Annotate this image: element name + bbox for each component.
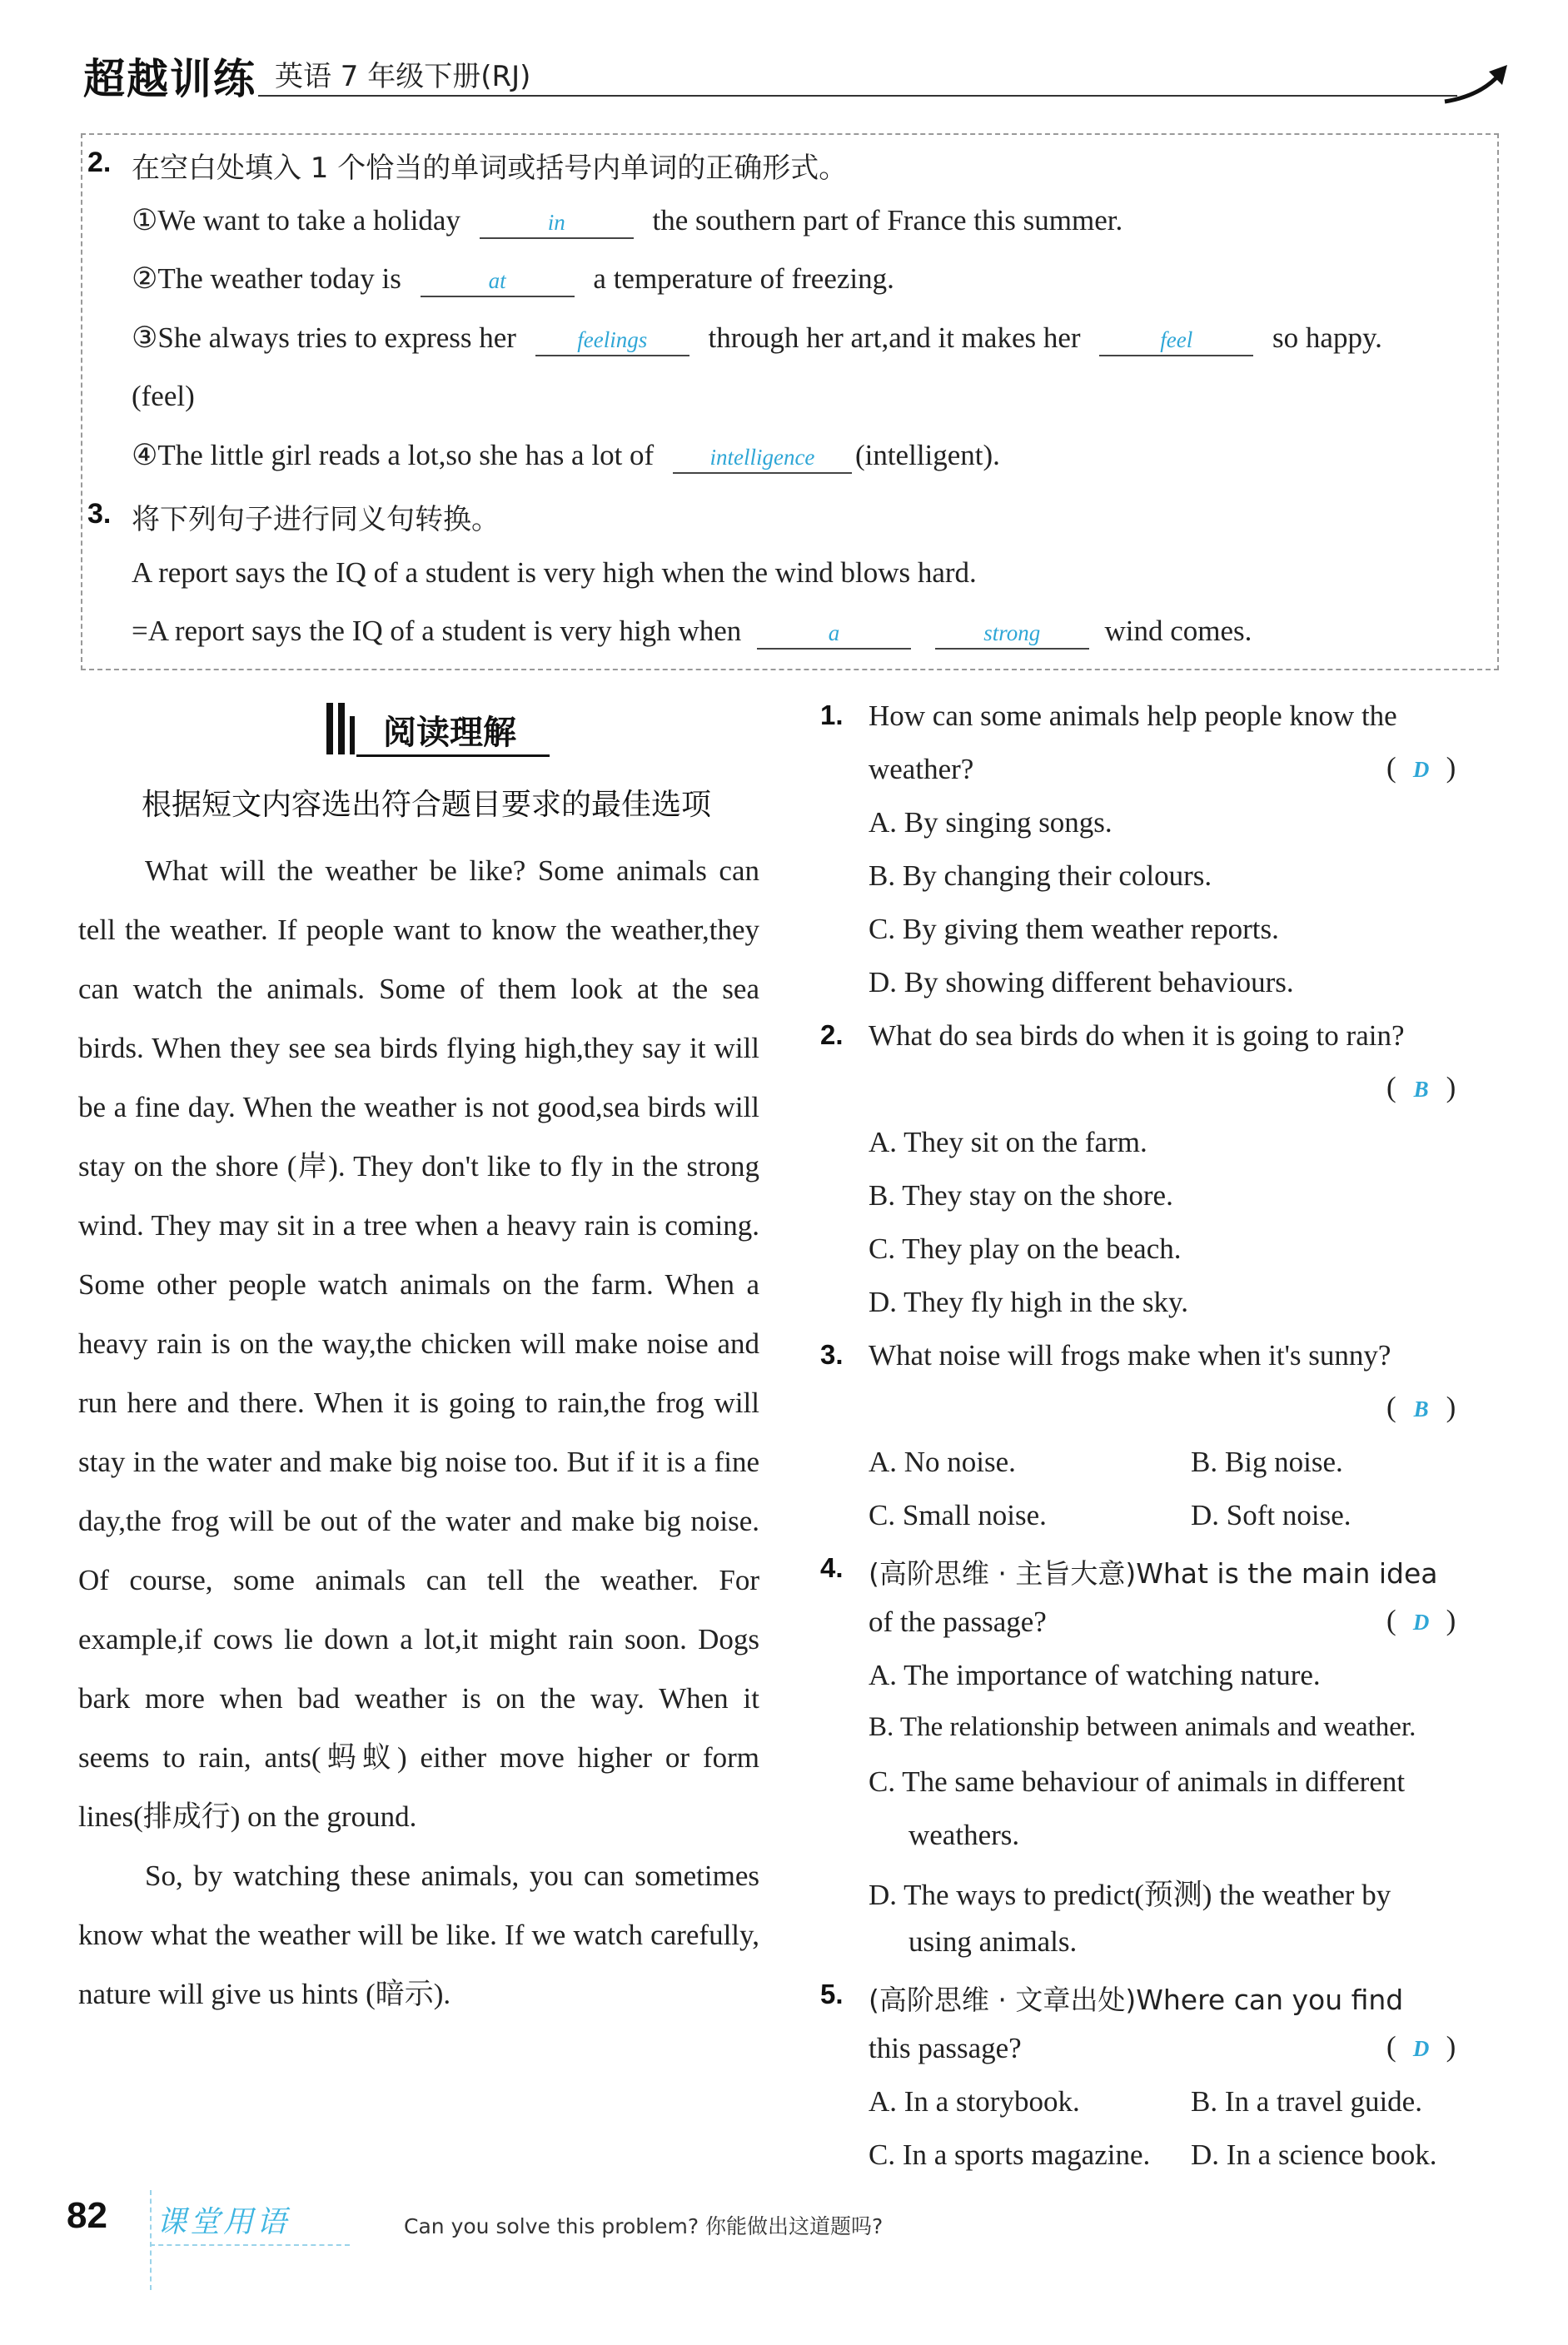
book-subtitle: 英语 7 年级下册(RJ) <box>275 60 531 93</box>
question-stem: weather? <box>869 753 974 785</box>
question-stem: What noise will frogs make when it's sunny? <box>869 1339 1391 1372</box>
option-continuation: weathers. <box>908 1819 1020 1851</box>
footer-phrase: Can you solve this problem? 你能做出这道题吗? <box>404 2214 884 2238</box>
answer-letter: B <box>1413 1077 1429 1102</box>
option: A. They sit on the farm. <box>869 1126 1147 1158</box>
question-prompt: 将下列句子进行同义句转换。 <box>132 503 500 536</box>
option: A. By singing songs. <box>869 806 1113 839</box>
option: B. They stay on the shore. <box>869 1179 1173 1212</box>
reading-instruction: 根据短文内容选出符合题目要求的最佳选项 <box>142 788 712 822</box>
fill-item-2: ②The weather today is at a temperature of freezing. <box>132 262 894 297</box>
answer-letter: B <box>1413 1397 1429 1421</box>
answer-text: feel <box>1160 327 1193 352</box>
option: B. The relationship between animals and weather. <box>869 1712 1416 1742</box>
answer-letter: D <box>1412 2036 1430 2061</box>
option: C. The same behaviour of animals in different <box>869 1765 1406 1798</box>
option: D. Soft noise. <box>1191 1499 1351 1531</box>
section-icon <box>323 700 373 758</box>
answer-text: a <box>828 620 840 645</box>
answer-bracket: ( D ) <box>1386 1604 1456 1636</box>
option: D. In a science book. <box>1191 2138 1437 2171</box>
option: A. In a storybook. <box>869 2085 1080 2118</box>
passage-paragraph: What will the weather be like? Some animals can tell the weather. If people want to know the weather,they can watch the animals. Some of them look at the sea birds. When they see sea birds flying high,they say it will be a fine day. When the weather is not good,sea birds will stay on the shore (岸). They don't like to fly in the strong wind. They may sit in a tree when a heavy rain is coming. Some other people watch animals on the farm. When a heavy rain is on the way,the chicken will make noise and run here and there. When it is going to rain,the frog will stay in the water and make big noise too. But if it is a fine day,the frog will be out of the water and make big noise. Of course, some animals can tell the weather. For example,if cows lie down a lot,it might rain soon. Dogs bark more when bad weather is on the way. When it seems to rain, ants(蚂蚁) either move higher or form lines(排成行) on the ground. <box>78 854 759 1833</box>
fill-item-3-hint: (feel) <box>132 380 195 412</box>
option: A. The importance of watching nature. <box>869 1659 1321 1691</box>
question-number: 1. <box>820 700 844 730</box>
question-number: 2. <box>820 1019 844 1050</box>
option: C. In a sports magazine. <box>869 2138 1151 2171</box>
option: B. By changing their colours. <box>869 859 1212 892</box>
question-stem: of the passage? <box>869 1606 1047 1638</box>
question-stem: (高阶思维 · 主旨大意)What is the main idea <box>869 1557 1438 1590</box>
option: C. They play on the beach. <box>869 1232 1182 1265</box>
question-number: 4. <box>820 1552 844 1583</box>
answer-bracket: ( D ) <box>1386 751 1456 784</box>
answer-text: strong <box>983 620 1041 645</box>
option-continuation: using animals. <box>908 1925 1078 1958</box>
question-stem: (高阶思维 · 文章出处)Where can you find <box>869 1984 1404 2016</box>
footer-divider <box>150 2190 152 2290</box>
answer-bracket: ( B ) <box>1386 1071 1456 1103</box>
option: C. Small noise. <box>869 1499 1047 1531</box>
footer-underline <box>150 2244 350 2246</box>
arrow-icon <box>1441 58 1516 108</box>
answer-letter: D <box>1412 1610 1430 1635</box>
answer-text: at <box>488 268 506 293</box>
page-number: 82 <box>67 2195 107 2236</box>
question-number: 2. <box>87 147 112 178</box>
question-number: 3. <box>87 498 112 530</box>
option: D. They fly high in the sky. <box>869 1286 1188 1318</box>
answer-text: intelligence <box>709 445 815 470</box>
answer-bracket: ( D ) <box>1386 2030 1456 2063</box>
answer-text: in <box>547 210 565 235</box>
option: A. No noise. <box>869 1446 1016 1478</box>
fill-item-4: ④The little girl reads a lot,so she has a lot of intelligence (intelligent). <box>132 439 1000 474</box>
question-stem: this passage? <box>869 2032 1022 2064</box>
question-prompt: 在空白处填入 1 个恰当的单词或括号内单词的正确形式。 <box>132 152 848 185</box>
option: B. Big noise. <box>1191 1446 1343 1478</box>
question-stem: How can some animals help people know the <box>869 700 1397 732</box>
reading-passage <box>78 841 759 2024</box>
question-number: 5. <box>820 1979 844 2009</box>
book-brand: 超越训练 <box>83 55 256 103</box>
option: D. By showing different behaviours. <box>869 966 1294 998</box>
option: D. The ways to predict(预测) the weather by <box>869 1879 1391 1911</box>
option: B. In a travel guide. <box>1191 2085 1422 2118</box>
footer-label: 课堂用语 <box>157 2205 291 2239</box>
answer-text: feelings <box>577 327 648 352</box>
question-stem: What do sea birds do when it is going to rain? <box>869 1019 1405 1052</box>
rewrite-sentence: =A report says the IQ of a student is very high when a strong wind comes. <box>132 615 1252 650</box>
question-number: 3. <box>820 1339 844 1370</box>
answer-letter: D <box>1412 757 1430 782</box>
fill-item-3: ③She always tries to express her feelings through her art,and it makes her feel so happy. <box>132 321 1382 356</box>
header-rule <box>258 95 1457 97</box>
passage-paragraph: So, by watching these animals, you can sometimes know what the weather will be like. If we watch carefully, nature will give us hints (暗示). <box>78 1860 759 2010</box>
fill-item-1: ①We want to take a holiday in the southern part of France this summer. <box>132 204 1122 239</box>
answer-bracket: ( B ) <box>1386 1391 1456 1423</box>
option: C. By giving them weather reports. <box>869 913 1279 945</box>
original-sentence: A report says the IQ of a student is very high when the wind blows hard. <box>132 556 977 589</box>
